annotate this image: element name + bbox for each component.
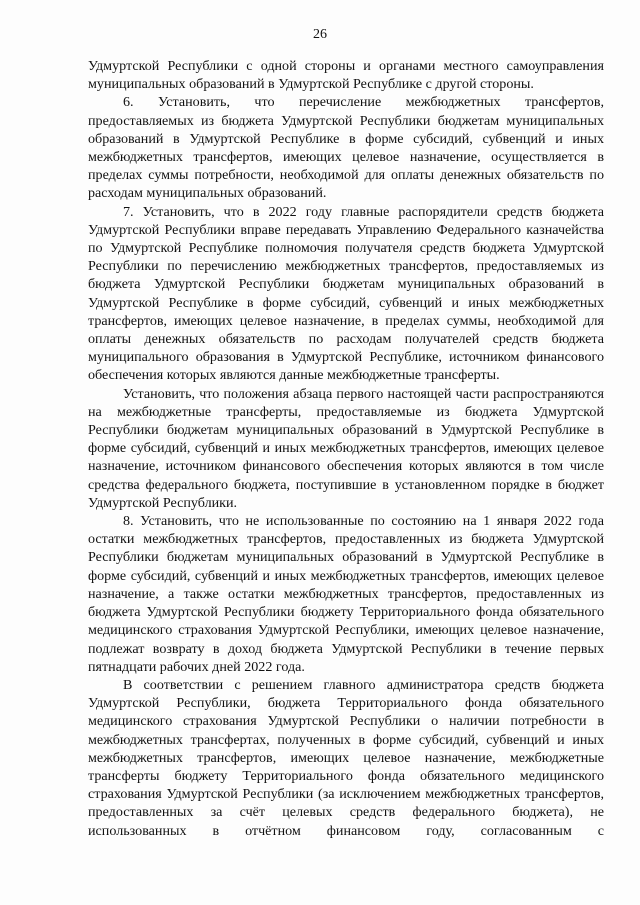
paragraph-item-7: 7. Установить, что в 2022 году главные распорядители средств бюджета Удмуртской Республики вправе передавать Управлению Федерального казначейства по Удмуртской Республике полномочия получателя средств бюджета Удмуртской Республики по перечислению межбюджетных трансфертов, предоставляемых из бюджета Удмуртской Республики бюджетам муниципальных образований в Удмуртской Республике в форме субсидий, субвенций и иных межбюджетных трансфертов, имеющих целевое назначение, в пределах суммы, необходимой для оплаты денежных обязательств по расходам получателей средств бюджета муниципального образования в Удмуртской Республике, источником финансового обеспечения которых являются данные межбюджетные трансферты. — [88, 203, 604, 384]
paragraph-item-8: 8. Установить, что не использованные по состоянию на 1 января 2022 года остатки межбюджетных трансфертов, предоставленных из бюджета Удмуртской Республики бюджетам муниципальных образований в Удмуртской Республике в форме субсидий, субвенций и иных межбюджетных трансфертов, имеющих целевое назначение, а также остатки межбюджетных трансфертов, предоставленных из бюджета Удмуртской Республики бюджету Территориального фонда обязательного медицинского страхования Удмуртской Республики, имеющих целевое назначение, подлежат возврату в доход бюджета Удмуртской Республики в течение первых пятнадцати рабочих дней 2022 года. — [88, 513, 604, 675]
paragraph-item-6: 6. Установить, что перечисление межбюджетных трансфертов, предоставляемых из бюджета Удмуртской Республики бюджетам муниципальных образований в Удмуртской Республике в форме субсидий, субвенций и иных межбюджетных трансфертов, имеющих целевое назначение, осуществляется в пределах суммы потребности, необходимой для оплаты денежных обязательств по расходам муниципальных образований. — [88, 94, 604, 202]
document-body — [88, 57, 604, 840]
paragraph-continuation: Удмуртской Республики с одной стороны и органами местного самоуправления муниципальных образований в Удмуртской Республике с другой стороны. — [88, 58, 604, 93]
paragraph-item-7-extension: Установить, что положения абзаца первого настоящей части распространяются на межбюджетные трансферты, предоставляемые из бюджета Удмуртской Республики бюджетам муниципальных образований в Удмуртской Республике в форме субсидий, субвенций и иных межбюджетных трансфертов, имеющих целевое назначение, источником финансового обеспечения которых являются в том числе средства федерального бюджета, поступившие в установленном порядке в бюджет Удмуртской Республики. — [88, 385, 604, 511]
page-number: 26 — [313, 27, 327, 42]
paragraph-item-8-extension: В соответствии с решением главного администратора средств бюджета Удмуртской Республики, бюджета Территориального фонда обязательного медицинского страхования Удмуртской Республики о наличии потребности в межбюджетных трансфертах, полученных в форме субсидий, субвенций и иных межбюджетных трансфертов, имеющих целевое назначение, межбюджетные трансферты бюджету Территориального фонда обязательного медицинского страхования Удмуртской Республики (за исключением межбюджетных трансфертов, предоставленных за счёт целевых средств федерального бюджета), не использованных в отчётном финансовом году, согласованным с — [88, 676, 604, 839]
